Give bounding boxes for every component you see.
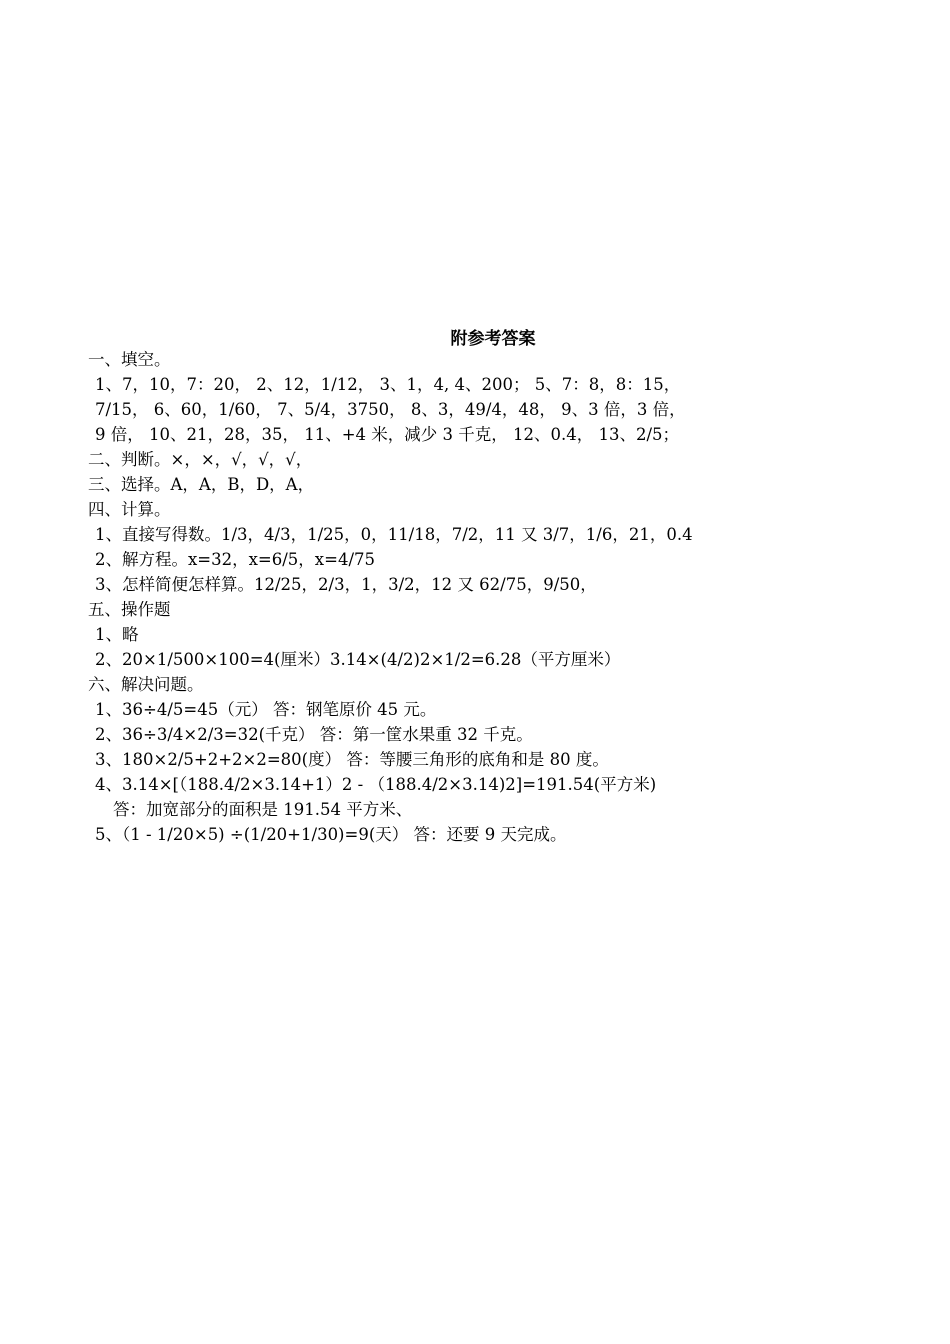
answer-line: 3、怎样简便怎样算。12/25，2/3，1，3/2，12 又 62/75，9/50， [95,575,597,594]
answer-line: 1、直接写得数。1/3，4/3，1/25，0，11/18，7/2，11 又 3/7，1/6，21，0.4 [95,525,693,544]
section-heading-choice: 三、选择。A，A，B，D，A， [88,475,315,494]
page-title: 附参考答案 [450,329,536,349]
section-heading-fill-blank: 一、填空。 [88,350,171,369]
answer-line: 7/15， 6、60，1/60， 7、5/4，3750， 8、3，49/4，48， 9、3 倍，3 倍， [95,400,686,419]
answer-line: 9 倍， 10、21，28，35， 11、+4 米，减少 3 千克， 12、0.4， 13、2/5； [95,425,680,444]
answer-line: 1、略 [95,625,139,644]
answer-line: 答：加宽部分的面积是 191.54 平方米、 [113,800,413,819]
answer-line: 2、解方程。x=32，x=6/5，x=4/75 [95,550,375,569]
answer-line: 4、3.14×[（188.4/2×3.14+1）2 - （188.4/2×3.14)2]=191.54(平方米) [95,775,657,794]
answer-line: 1、7，10，7：20， 2、12，1/12， 3、1，4, 4、200； 5、7：8，8：15， [95,375,681,394]
answer-line: 3、180×2/5+2+2×2=80(度） 答：等腰三角形的底角和是 80 度。 [95,750,609,769]
section-heading-operation: 五、操作题 [88,600,171,619]
section-heading-calculate: 四、计算。 [88,500,171,519]
answer-line: 2、36÷3/4×2/3=32(千克） 答：第一筐水果重 32 千克。 [95,725,533,744]
answer-line: 1、36÷4/5=45（元） 答：钢笔原价 45 元。 [95,700,437,719]
answer-line: 5、（1 - 1/20×5) ÷(1/20+1/30)=9(天） 答：还要 9 天完成。 [95,825,567,844]
section-heading-problem-solving: 六、解决问题。 [88,675,204,694]
section-heading-judge: 二、判断。×，×，√，√，√， [88,450,313,469]
answer-line: 2、20×1/500×100=4(厘米）3.14×(4/2)2×1/2=6.28（平方厘米） [95,650,621,669]
